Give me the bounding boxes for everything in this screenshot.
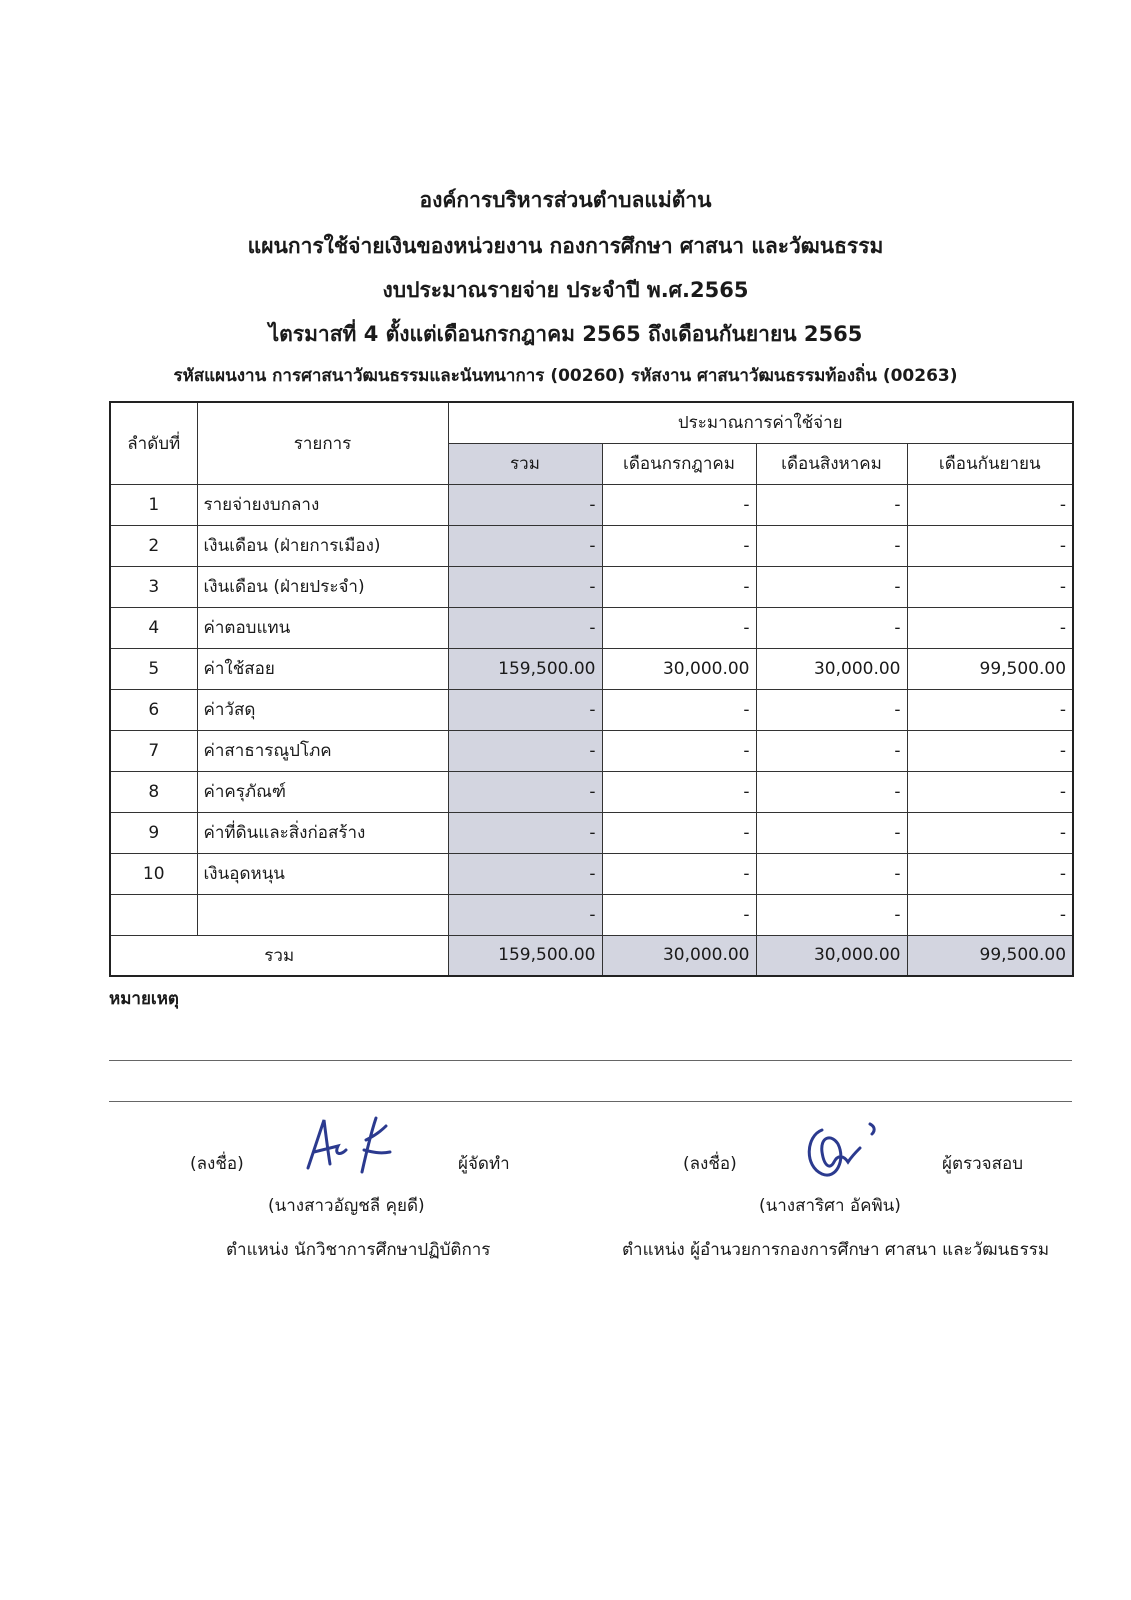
row-july: - xyxy=(602,812,756,853)
row-july: - xyxy=(602,607,756,648)
note-line xyxy=(109,1101,1072,1102)
row-september: 99,500.00 xyxy=(907,648,1073,689)
row-no xyxy=(110,894,197,935)
row-total: - xyxy=(448,689,602,730)
row-august: - xyxy=(756,730,907,771)
row-total: - xyxy=(448,894,602,935)
row-july: - xyxy=(602,689,756,730)
table-row xyxy=(110,607,1073,648)
row-no: 7 xyxy=(110,730,197,771)
row-september: - xyxy=(907,771,1073,812)
row-august: - xyxy=(756,812,907,853)
header-estimate: ประมาณการค่าใช้จ่าย xyxy=(448,402,1073,443)
total-august: 30,000.00 xyxy=(756,935,907,976)
row-august: - xyxy=(756,894,907,935)
header-no: ลำดับที่ xyxy=(110,402,197,484)
row-no: 3 xyxy=(110,566,197,607)
row-no: 8 xyxy=(110,771,197,812)
left-signature-icon xyxy=(300,1110,410,1180)
total-july: 30,000.00 xyxy=(602,935,756,976)
row-item: ค่าสาธารณูปโภค xyxy=(197,730,448,771)
row-august: - xyxy=(756,484,907,525)
table-row xyxy=(110,525,1073,566)
row-item: รายจ่ายงบกลาง xyxy=(197,484,448,525)
row-item: ค่าที่ดินและสิ่งก่อสร้าง xyxy=(197,812,448,853)
quarter-period: ไตรมาสที่ 4 ตั้งแต่เดือนกรกฎาคม 2565 ถึงเดือนกันยายน 2565 xyxy=(268,322,863,346)
row-no: 2 xyxy=(110,525,197,566)
row-september: - xyxy=(907,484,1073,525)
row-august: - xyxy=(756,853,907,894)
row-august: - xyxy=(756,771,907,812)
header-july: เดือนกรกฎาคม xyxy=(602,443,756,484)
row-total: - xyxy=(448,730,602,771)
row-july: - xyxy=(602,853,756,894)
row-september: - xyxy=(907,853,1073,894)
expense-plan-table xyxy=(109,401,1074,977)
row-july: - xyxy=(602,484,756,525)
right-name: (นางสาริศา อัคพิน) xyxy=(759,1196,901,1216)
row-no: 6 xyxy=(110,689,197,730)
table-row xyxy=(110,853,1073,894)
row-total: - xyxy=(448,566,602,607)
left-position: ตำแหน่ง นักวิชาการศึกษาปฏิบัติการ xyxy=(226,1240,491,1260)
row-no: 10 xyxy=(110,853,197,894)
table-row xyxy=(110,730,1073,771)
left-role: ผู้จัดทำ xyxy=(458,1154,510,1174)
row-total: - xyxy=(448,771,602,812)
left-name: (นางสาวอัญชลี คุยดี) xyxy=(268,1196,425,1216)
row-july: - xyxy=(602,730,756,771)
row-total: - xyxy=(448,812,602,853)
row-july: - xyxy=(602,894,756,935)
row-no: 5 xyxy=(110,648,197,689)
row-september: - xyxy=(907,894,1073,935)
row-september: - xyxy=(907,607,1073,648)
total-label: รวม xyxy=(110,935,448,976)
note-line xyxy=(109,1060,1072,1061)
header-item: รายการ xyxy=(197,402,448,484)
right-sign-label: (ลงชื่อ) xyxy=(683,1154,737,1174)
row-august: - xyxy=(756,607,907,648)
total-september: 99,500.00 xyxy=(907,935,1073,976)
row-july: - xyxy=(602,566,756,607)
row-july: 30,000.00 xyxy=(602,648,756,689)
right-position: ตำแหน่ง ผู้อำนวยการกองการศึกษา ศาสนา และวัฒนธรรม xyxy=(622,1240,1050,1260)
left-sign-label: (ลงชื่อ) xyxy=(190,1154,244,1174)
row-no: 4 xyxy=(110,607,197,648)
notes-title: หมายเหตุ xyxy=(109,989,179,1009)
right-signature-icon xyxy=(800,1116,890,1186)
table-row xyxy=(110,689,1073,730)
table-row xyxy=(110,566,1073,607)
header-september: เดือนกันยายน xyxy=(907,443,1073,484)
row-total: 159,500.00 xyxy=(448,648,602,689)
row-august: - xyxy=(756,566,907,607)
table-row xyxy=(110,484,1073,525)
header-august: เดือนสิงหาคม xyxy=(756,443,907,484)
row-item: เงินเดือน (ฝ่ายการเมือง) xyxy=(197,525,448,566)
row-no: 1 xyxy=(110,484,197,525)
plan-title: แผนการใช้จ่ายเงินของหน่วยงาน กองการศึกษา ศาสนา และวัฒนธรรม xyxy=(247,234,884,258)
row-total: - xyxy=(448,484,602,525)
table-row xyxy=(110,894,1073,935)
right-role: ผู้ตรวจสอบ xyxy=(942,1154,1024,1174)
table-row xyxy=(110,771,1073,812)
table-row xyxy=(110,648,1073,689)
row-september: - xyxy=(907,730,1073,771)
row-item xyxy=(197,894,448,935)
row-september: - xyxy=(907,689,1073,730)
table-row xyxy=(110,812,1073,853)
row-item: เงินอุดหนุน xyxy=(197,853,448,894)
row-item: ค่าตอบแทน xyxy=(197,607,448,648)
row-item: ค่าครุภัณฑ์ xyxy=(197,771,448,812)
total-sum: 159,500.00 xyxy=(448,935,602,976)
row-item: ค่าวัสดุ xyxy=(197,689,448,730)
row-total: - xyxy=(448,525,602,566)
header-total: รวม xyxy=(448,443,602,484)
row-july: - xyxy=(602,771,756,812)
row-total: - xyxy=(448,853,602,894)
row-august: - xyxy=(756,689,907,730)
row-september: - xyxy=(907,525,1073,566)
row-item: เงินเดือน (ฝ่ายประจำ) xyxy=(197,566,448,607)
row-july: - xyxy=(602,525,756,566)
budget-year: งบประมาณรายจ่าย ประจำปี พ.ศ.2565 xyxy=(382,278,749,302)
total-row xyxy=(110,935,1073,976)
row-september: - xyxy=(907,812,1073,853)
row-september: - xyxy=(907,566,1073,607)
org-name: องค์การบริหารส่วนตำบลแม่ต้าน xyxy=(419,188,712,212)
row-no: 9 xyxy=(110,812,197,853)
row-august: 30,000.00 xyxy=(756,648,907,689)
plan-codes: รหัสแผนงาน การศาสนาวัฒนธรรมและนันทนาการ (00260) รหัสงาน ศาสนาวัฒนธรรมท้องถิ่น (00263) xyxy=(173,366,958,386)
row-total: - xyxy=(448,607,602,648)
row-item: ค่าใช้สอย xyxy=(197,648,448,689)
row-august: - xyxy=(756,525,907,566)
